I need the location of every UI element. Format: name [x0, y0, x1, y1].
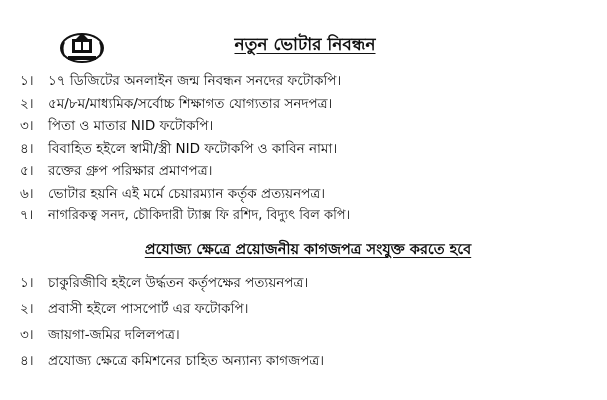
item-number: ২। — [20, 95, 34, 112]
required-documents-list — [20, 70, 350, 228]
item-text: ১৭ ডিজিটের অনলাইন জন্ম নিবন্ধন সনদের ফটোকপি। — [48, 73, 342, 89]
item-number: ১। — [20, 73, 34, 89]
item-text: বিবাহিত হইলে স্বামী/স্ত্রী NID ফটোকপি ও কাবিন নামা। — [48, 140, 338, 157]
government-seal-icon — [58, 30, 106, 64]
list-item — [20, 115, 350, 138]
item-text: চাকুরিজীবি হইলে উর্দ্ধতন কর্তৃপক্ষের পত্যয়নপত্র। — [48, 275, 309, 291]
item-text: ভোটার হয়নি এই মর্মে চেয়ারম্যান কর্তৃক প্রত্যয়নপত্র। — [48, 185, 326, 202]
item-number: ৫। — [20, 163, 34, 179]
item-text: পিতা ও মাতার NID ফটোকপি। — [48, 118, 214, 134]
conditional-documents-list — [20, 270, 324, 374]
item-number: ২। — [20, 301, 34, 317]
list-item — [20, 348, 324, 374]
item-number: ৩। — [20, 327, 34, 343]
item-number: ১। — [20, 275, 34, 291]
item-text: জায়গা-জমির দলিলপত্র। — [48, 327, 180, 343]
section-heading: প্রযোজ্য ক্ষেত্রে প্রয়োজনীয় কাগজপত্র সংযুক্ত করতে হবে — [144, 242, 472, 258]
list-item — [20, 296, 324, 322]
list-item — [20, 138, 350, 161]
item-text: রক্তের গ্রুপ পরিক্ষার প্রমাণপত্র। — [48, 163, 213, 179]
item-number: ৪। — [20, 353, 34, 369]
item-text: ৫ম/৮ম/মাধ্যমিক/সর্বোচ্চ শিক্ষাগত যোগ্যতার সনদপত্র। — [48, 95, 333, 112]
list-item — [20, 205, 350, 228]
item-number: ৬। — [20, 185, 34, 202]
list-item — [20, 322, 324, 348]
list-item — [20, 93, 350, 116]
list-item — [20, 70, 350, 93]
list-item — [20, 270, 324, 296]
item-number: ৭। — [20, 208, 34, 223]
item-number: ৩। — [20, 118, 34, 134]
list-item — [20, 160, 350, 183]
item-text: নাগরিকত্ব সনদ, চৌকিদারী ট্যাক্স ফি রশিদ, বিদ্যুৎ বিল কপি। — [48, 208, 351, 223]
list-item — [20, 183, 350, 206]
item-text: প্রবাসী হইলে পাসপোর্ট এর ফটোকপি। — [48, 301, 249, 317]
item-text: প্রযোজ্য ক্ষেত্রে কমিশনের চাহিত অন্যান্য কাগজপত্র। — [48, 353, 325, 369]
page-title: নতুন ভোটার নিবন্ধন — [234, 35, 376, 55]
item-number: ৪। — [20, 140, 34, 157]
